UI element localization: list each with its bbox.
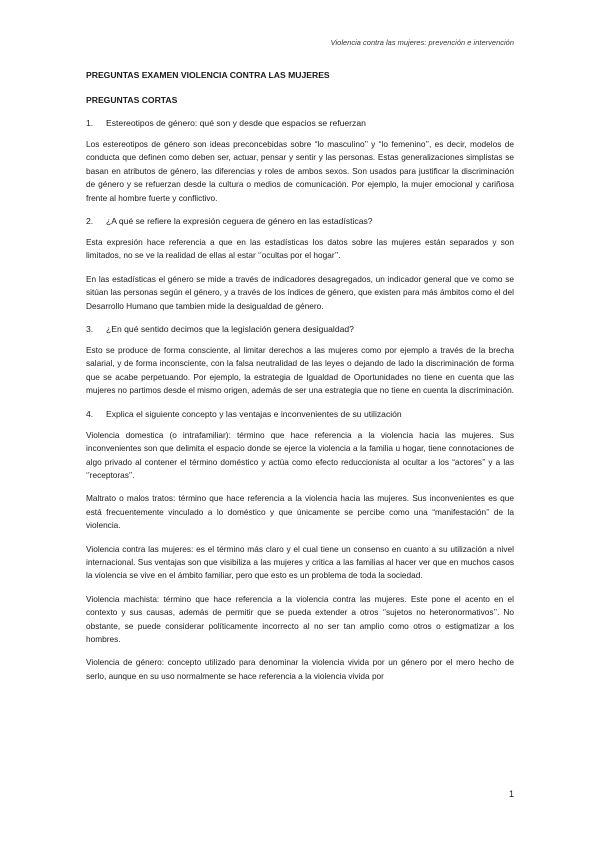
question-3 — [86, 323, 514, 335]
answer-paragraph: Violencia domestica (o intrafamiliar): término que hace referencia a la violencia hacia las mujeres. Sus inconvenientes son que delimita el espacio donde se ejerce la violencia a la familia u hogar, tiene connotaciones de algo privado al contener el término doméstico y actúa como efecto reduccionista al ocultar a los “actores’’ y a las ‘’receptoras’’. — [86, 429, 514, 480]
answer-paragraph: Violencia de género: concepto utilizado para denominar la violencia vivida por un género por el mero hecho de serlo, aunque en su uso normalmente se hace referencia a la violencia vivida por — [86, 657, 514, 681]
page-content — [86, 69, 514, 693]
question-1 — [86, 117, 514, 129]
running-header: Violencia contra las mujeres: prevención e intervención — [330, 38, 514, 47]
answer-paragraph: Violencia machista: término que hace referencia a la violencia contra las mujeres. Este pone el acento en el contexto y sus causas, además de permitir que se pueda extender a otros ‘’sujetos no heteronormativos’’. No obstante, se puede considerar políticamente incorrecto al no ser tan amplio como otros o estigmatizar a los hombres. — [86, 593, 514, 644]
answer-paragraph: En las estadísticas el género se mide a través de indicadores desagregados, un indicador general que ve como se sitúan las personas según el género, y a través de los índices de género, que existen para más ámbitos como el del Desarrollo Humano que tambien mide la desigualdad de género. — [86, 273, 514, 311]
answer-paragraph: Violencia contra las mujeres: es el término más claro y el cual tiene un consenso en cuanto a su utilización a nivel internacional. Sus ventajas son que visibiliza a las mujeres y critica a las familias al hacer ver que en muchos casos la violencia se vive en el ámbito familiar, pero que esto es un problema de toda la sociedad. — [86, 543, 514, 581]
question-2 — [86, 215, 514, 227]
document-title: PREGUNTAS EXAMEN VIOLENCIA CONTRA LAS MUJERES — [86, 70, 330, 80]
page-number: 1 — [508, 789, 514, 799]
question-text: ¿En qué sentido decimos que la legislación genera desigualdad? — [106, 324, 354, 335]
question-text: Explica el siguiente concepto y las ventajas e inconvenientes de su utilización — [106, 408, 402, 419]
question-number: 3. — [86, 324, 94, 335]
answer-paragraph: Esto se produce de forma consciente, al limitar derechos a las mujeres como por ejemplo a través de la brecha salarial, y de forma inconsciente, con la falsa neutralidad de las leyes o dejando de lado la discriminación de forma que se acabe perpetuando. Por ejemplo, la estrategia de Igualdad de Oportunidades no tiene en cuenta que las mujeres no partimos desde el mismo origen, además de ser una estrategia que no tiene en cuenta la discriminación. — [86, 345, 514, 396]
question-4 — [86, 408, 514, 420]
answer-paragraph: Maltrato o malos tratos: término que hace referencia a la violencia hacia las mujeres. Sus inconvenientes es que está frecuentemente vinculado a lo doméstico y que únicamente se percibe como una “manifestación’’ de la violencia. — [86, 493, 514, 531]
document-subtitle: PREGUNTAS CORTAS — [86, 95, 178, 105]
answer-paragraph: Esta expresión hace referencia a que en las estadísticas los datos sobre las mujeres están separados y son limitados, no se ve la realidad de ellas al estar ‘’ocultas por el hogar’’. — [86, 237, 514, 261]
question-number: 1. — [86, 118, 94, 128]
question-text: ¿A qué se refiere la expresión ceguera de género en las estadísticas? — [106, 216, 373, 227]
question-number: 2. — [86, 216, 94, 227]
question-number: 4. — [86, 408, 94, 419]
answer-paragraph: Los estereotipos de género son ideas preconcebidas sobre “lo masculino’’ y “lo femenino’’, es decir, modelos de conducta que definen como deben ser, actuar, pensar y sentir y las personas. Estas generalizaciones simplistas se basan en atributos de género, las diferencias y roles de ambos sexos. Son usados para justificar la discriminación de género y se refuerzan desde la cultura o medios de comunicación. Por ejemplo, la mujer emocional y cariñosa frente al hombre fuerte y conflictivo. — [86, 139, 514, 203]
question-text: Estereotipos de género: qué son y desde que espacios se refuerzan — [106, 118, 366, 128]
